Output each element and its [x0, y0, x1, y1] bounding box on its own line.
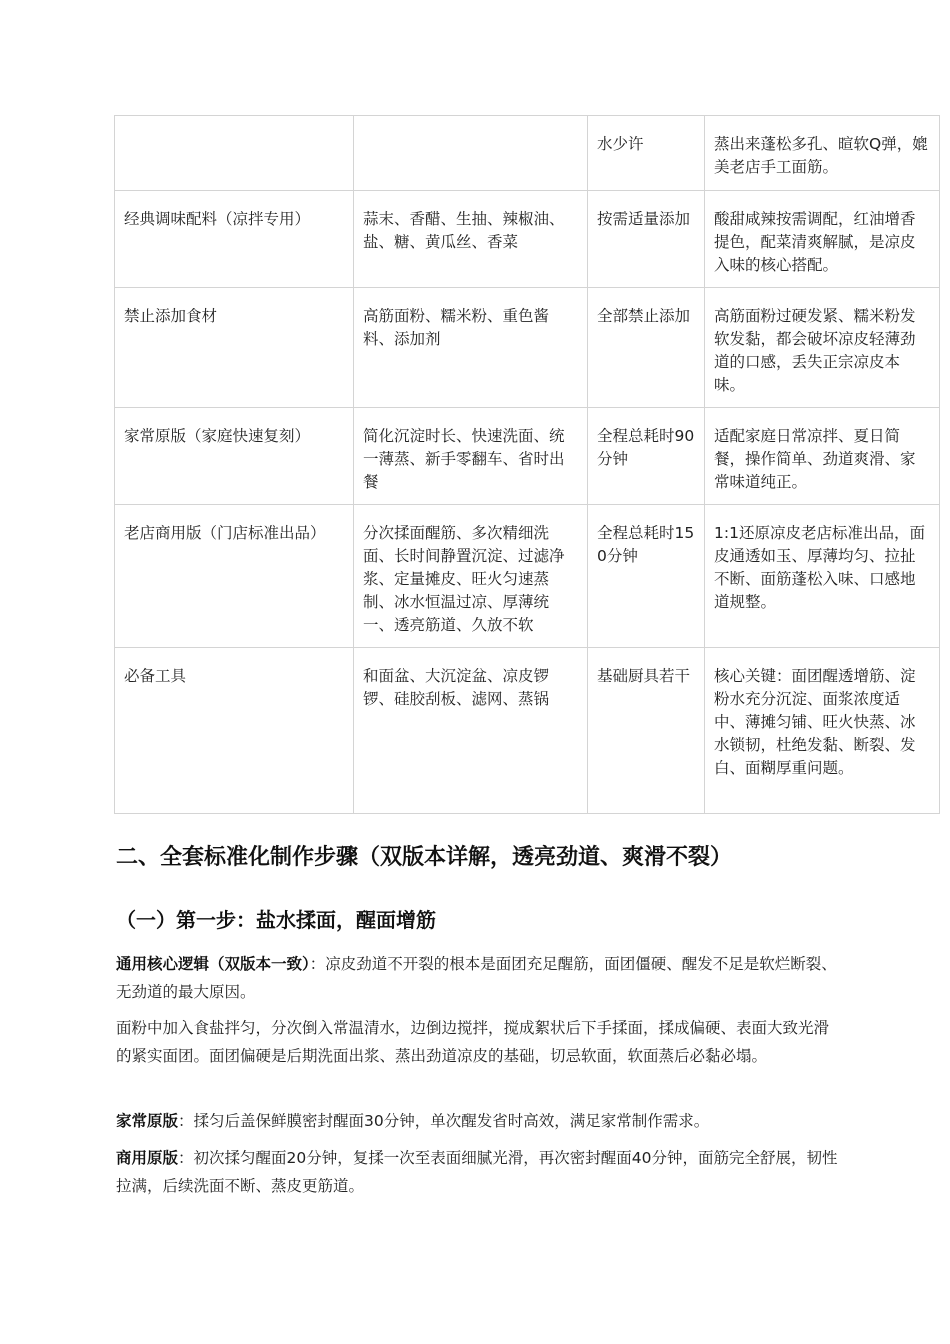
table-cell-category: 禁止添加食材 [115, 288, 354, 408]
paragraph-core-logic [116, 950, 840, 1006]
table-cell-amount: 按需适量添加 [588, 191, 705, 288]
table-cell-note: 核心关键：面团醒透增筋、淀粉水充分沉淀、面浆浓度适中、薄摊匀铺、旺火快蒸、冰水锁韧，杜绝发黏、断裂、发白、面糊厚重问题。 [705, 648, 940, 814]
table-cell-amount: 全部禁止添加 [588, 288, 705, 408]
ingredients-table [114, 115, 940, 814]
table-cell-amount: 水少许 [588, 116, 705, 191]
table-cell-items: 和面盆、大沉淀盆、凉皮锣锣、硅胶刮板、滤网、蒸锅 [354, 648, 588, 814]
paragraph-text: 面粉中加入食盐拌匀，分次倒入常温清水，边倒边搅拌，搅成絮状后下手揉面，揉成偏硬、表面大致光滑的紧实面团。面团偏硬是后期洗面出浆、蒸出劲道凉皮的基础，切忌软面，软面蒸后必黏必塌。 [116, 1019, 830, 1065]
table-cell-items: 高筋面粉、糯米粉、重色酱料、添加剂 [354, 288, 588, 408]
paragraph-kneading [116, 1014, 840, 1070]
table-cell-items: 简化沉淀时长、快速洗面、统一薄蒸、新手零翻车、省时出餐 [354, 408, 588, 505]
table-cell-amount: 全程总耗时90分钟 [588, 408, 705, 505]
table-cell-note: 适配家庭日常凉拌、夏日简餐，操作简单、劲道爽滑、家常味道纯正。 [705, 408, 940, 505]
table-cell-category: 经典调味配料（凉拌专用） [115, 191, 354, 288]
table-row [115, 288, 940, 408]
paragraph-label: 商用原版 [116, 1149, 179, 1167]
table-row [115, 116, 940, 191]
table-cell-note: 蒸出来蓬松多孔、暄软Q弹，媲美老店手工面筋。 [705, 116, 940, 191]
paragraph-text: ：凉皮劲道不开裂的根本是面团充足醒筋，面团僵硬、醒发不足是软烂断裂、无劲道的最大原因。 [116, 955, 837, 1001]
table-row [115, 648, 940, 814]
table-cell-amount: 基础厨具若干 [588, 648, 705, 814]
table-cell-amount: 全程总耗时150分钟 [588, 505, 705, 648]
paragraph-text: ：揉匀后盖保鲜膜密封醒面30分钟，单次醒发省时高效，满足家常制作需求。 [178, 1112, 710, 1130]
table-cell-note: 高筋面粉过硬发紧、糯米粉发软发黏，都会破坏凉皮轻薄劲道的口感，丢失正宗凉皮本味。 [705, 288, 940, 408]
table-cell-category [115, 116, 354, 191]
table-row [115, 408, 940, 505]
paragraph-label: 通用核心逻辑（双版本一致） [116, 955, 310, 973]
paragraph-commercial-version [116, 1144, 840, 1200]
table-row [115, 505, 940, 648]
table-cell-note: 酸甜咸辣按需调配，红油增香提色，配菜清爽解腻，是凉皮入味的核心搭配。 [705, 191, 940, 288]
paragraph-home-version [116, 1107, 840, 1135]
table-cell-category: 老店商用版（门店标准出品） [115, 505, 354, 648]
table-cell-items: 分次揉面醒筋、多次精细洗面、长时间静置沉淀、过滤净浆、定量摊皮、旺火匀速蒸制、冰水恒温过凉、厚薄统一、透亮筋道、久放不软 [354, 505, 588, 648]
paragraph-label: 家常原版 [116, 1112, 179, 1130]
table-cell-category: 必备工具 [115, 648, 354, 814]
paragraph-text: ：初次揉匀醒面20分钟，复揉一次至表面细腻光滑，再次密封醒面40分钟，面筋完全舒展，韧性拉满，后续洗面不断、蒸皮更筋道。 [116, 1149, 838, 1195]
table-cell-items [354, 116, 588, 191]
step-title: （一）第一步：盐水揉面，醒面增筋 [116, 908, 436, 932]
section-title: 二、全套标准化制作步骤（双版本详解，透亮劲道、爽滑不裂） [116, 845, 733, 870]
table-cell-category: 家常原版（家庭快速复刻） [115, 408, 354, 505]
table-row [115, 191, 940, 288]
table-cell-items: 蒜末、香醋、生抽、辣椒油、盐、糖、黄瓜丝、香菜 [354, 191, 588, 288]
table-cell-note: 1:1还原凉皮老店标准出品，面皮通透如玉、厚薄均匀、拉扯不断、面筋蓬松入味、口感地道规整。 [705, 505, 940, 648]
